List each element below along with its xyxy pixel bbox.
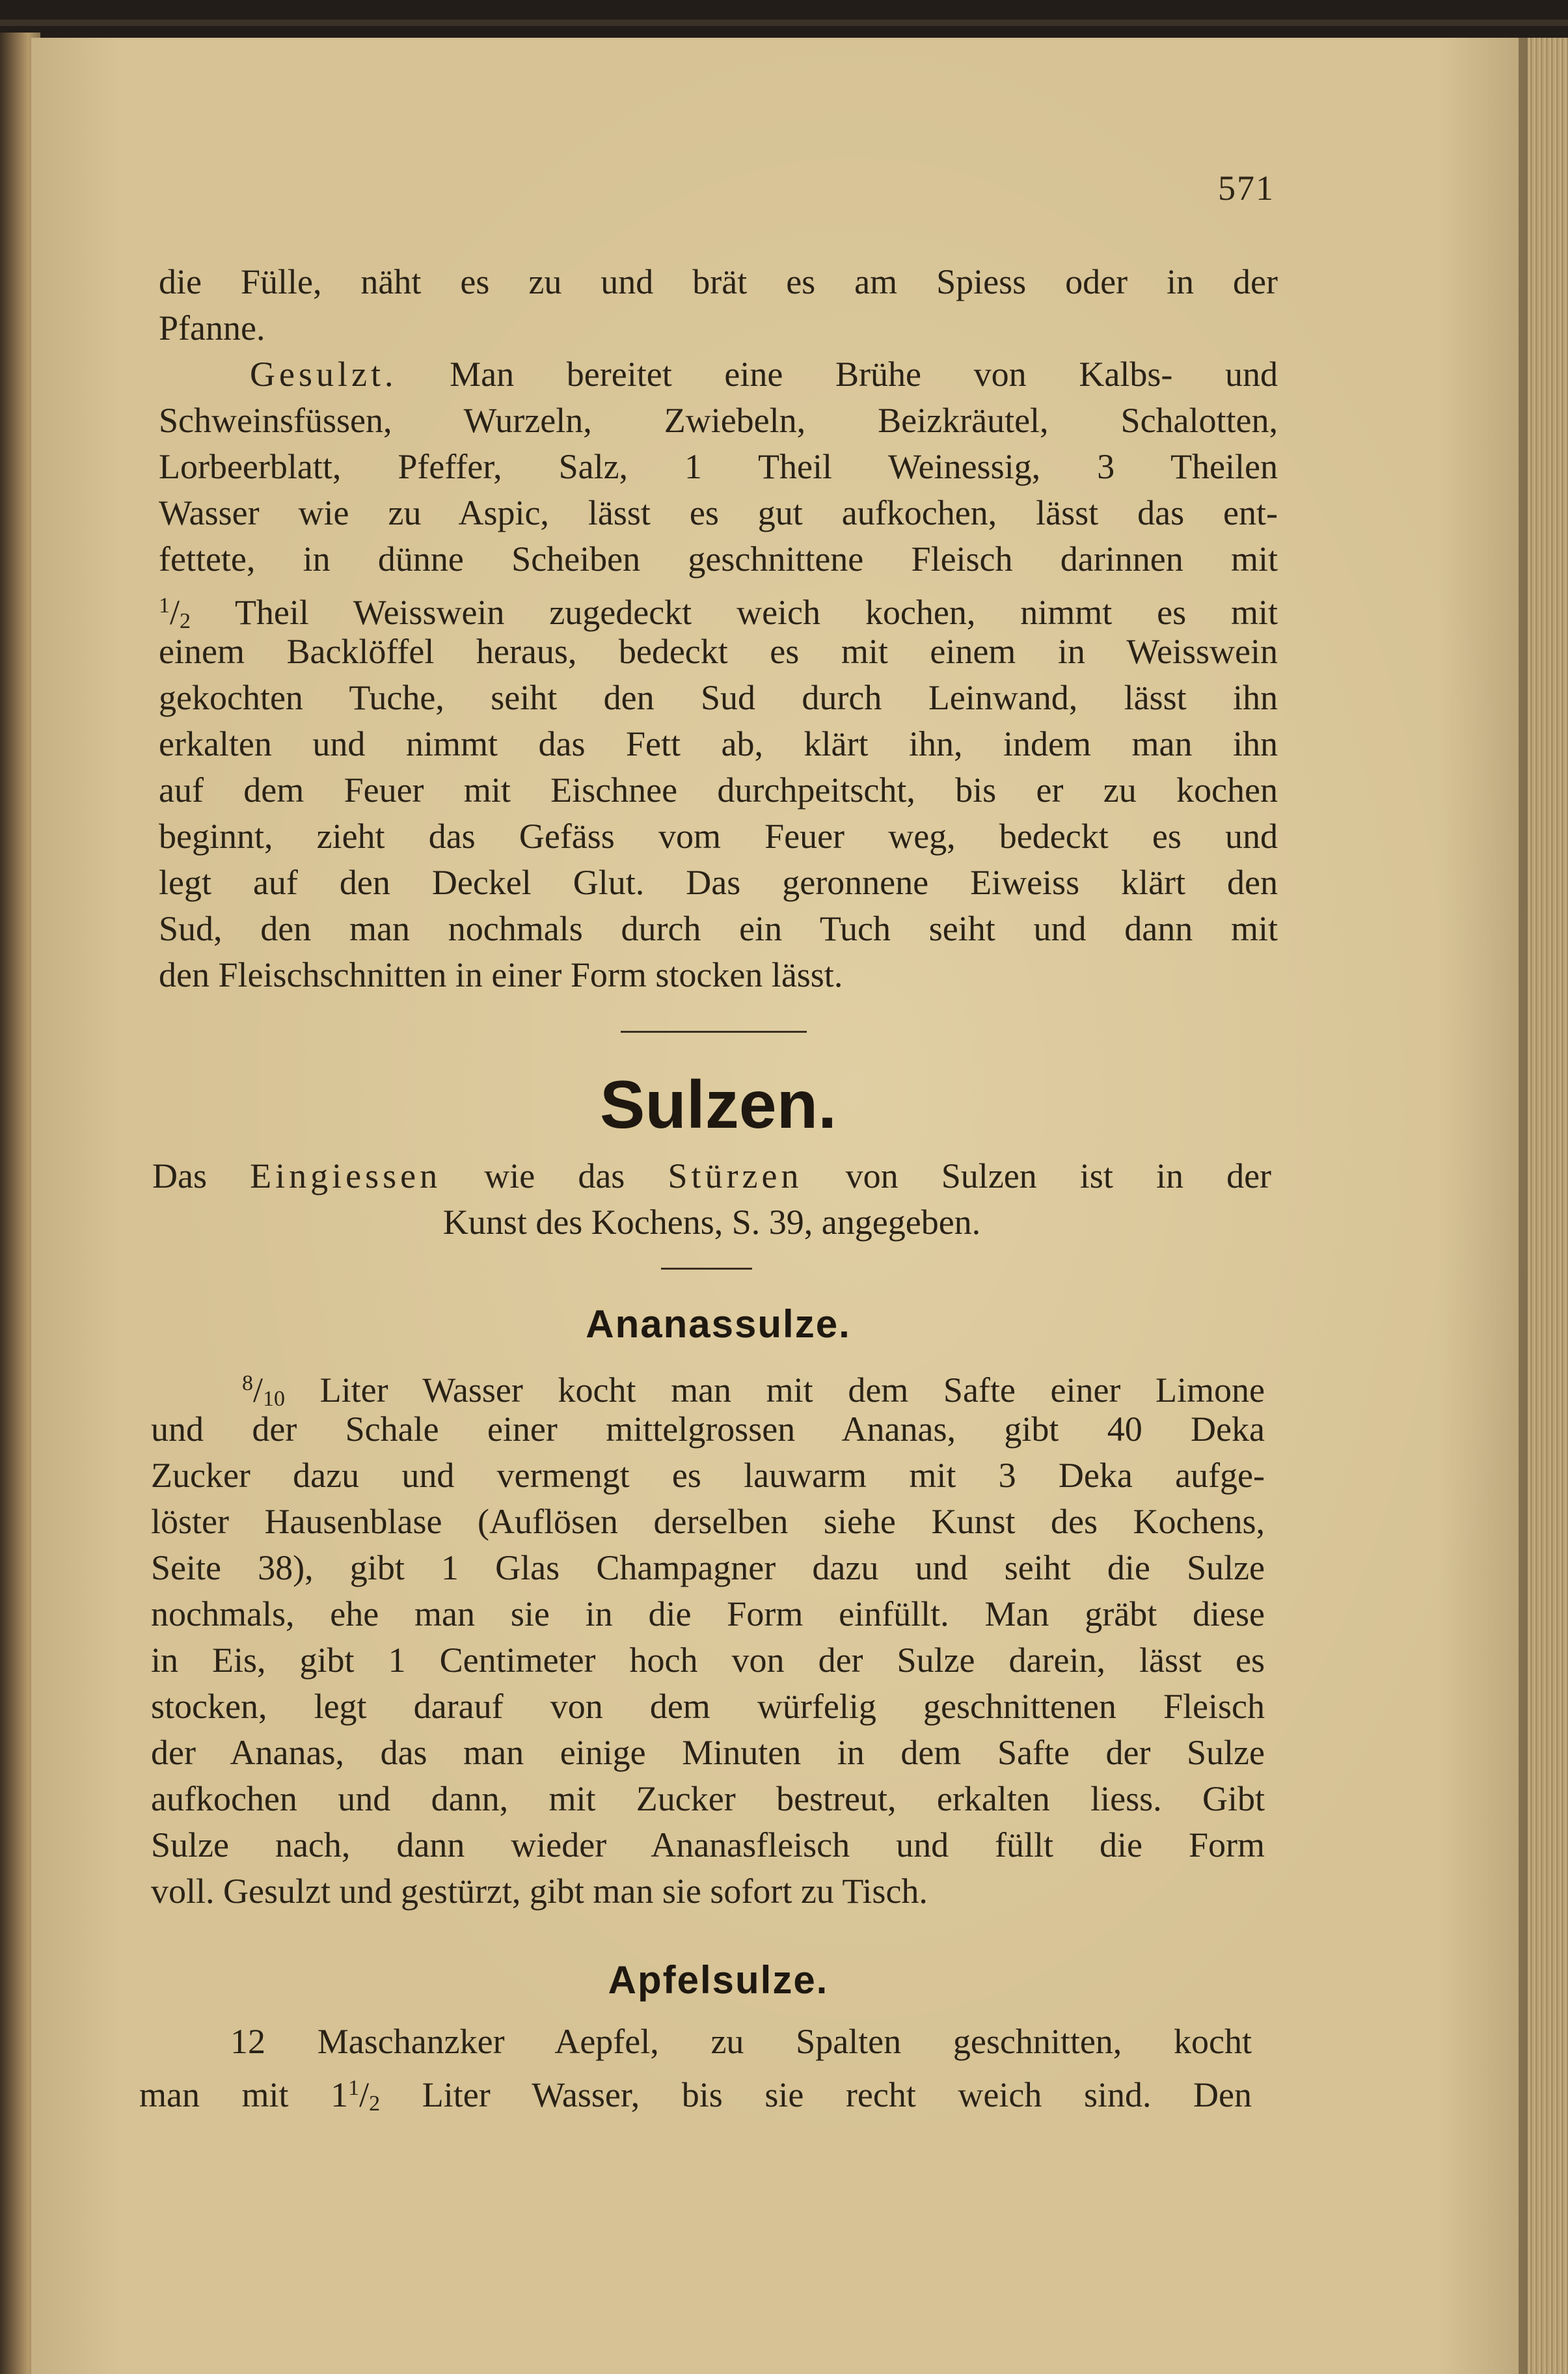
text-line: die Fülle, näht es zu und brät es am Spiess oder in der bbox=[159, 262, 1278, 301]
text-line: Lorbeerblatt, Pfeffer, Salz, 1 Theil Weinessig, 3 Theilen bbox=[159, 447, 1278, 486]
text-line bbox=[159, 351, 1278, 398]
text-line: voll. Gesulzt und gestürzt, gibt man sie sofort zu Tisch. bbox=[151, 1872, 928, 1911]
recipe-title-apfelsulze: Apfelsulze. bbox=[608, 1958, 829, 2002]
text-line: Kunst des Kochens, S. 39, angegeben. bbox=[442, 1203, 981, 1242]
text-line: in Eis, gibt 1 Centimeter hoch von der Sulze darein, lässt es bbox=[151, 1641, 1265, 1680]
text-line: 12 Maschanzker Aepfel, zu Spalten geschnitten, kocht bbox=[230, 2022, 1252, 2061]
page-stack-edge bbox=[1528, 38, 1568, 2374]
page-edge-shadow bbox=[1519, 38, 1528, 2374]
text-line bbox=[151, 1360, 1265, 1411]
text-line: aufkochen und dann, mit Zucker bestreut, erkalten liess. Gibt bbox=[151, 1779, 1265, 1818]
text-line: Das Eingiessen wie das Stürzen von Sulzen ist in der bbox=[152, 1156, 1272, 1195]
text-line: löster Hausenblase (Auflösen derselben siehe Kunst des Kochens, bbox=[151, 1502, 1265, 1541]
recipe-body-apfelsulze bbox=[139, 2019, 1252, 2116]
section-intro bbox=[152, 1153, 1271, 1246]
page-number: 571 bbox=[1218, 169, 1275, 208]
gesulzt-label: Gesulzt. bbox=[250, 355, 398, 394]
text-line: stocken, legt darauf von dem würfelig geschnittenen Fleisch bbox=[151, 1687, 1265, 1726]
text-block-gesulzt bbox=[159, 259, 1278, 998]
text-line: nochmals, ehe man sie in die Form einfüllt. Man gräbt diese bbox=[151, 1594, 1265, 1633]
text-line: Sud, den man nochmals durch ein Tuch seiht und dann mit bbox=[159, 909, 1278, 948]
text-line: einem Backlöffel heraus, bedeckt es mit einem in Weisswein bbox=[159, 632, 1278, 671]
text-line: Sulze nach, dann wieder Ananasfleisch und füllt die Form bbox=[151, 1825, 1265, 1864]
text-line: den Fleischschnitten in einer Form stocken lässt. bbox=[159, 955, 843, 994]
text-line: gekochten Tuche, seiht den Sud durch Leinwand, lässt ihn bbox=[159, 678, 1278, 717]
fraction-half: $^1$/2 bbox=[159, 593, 191, 633]
text-line: man mit $1^1/2$ Liter Wasser, bis sie recht weich sind. Den bbox=[139, 2075, 1252, 2116]
fraction-eight-tenths: $^8$/10 bbox=[242, 1371, 286, 1411]
text-line: Wasser wie zu Aspic, lässt es gut aufkochen, lässt das ent- bbox=[159, 493, 1278, 532]
book-top-edge bbox=[0, 0, 1568, 40]
short-divider bbox=[661, 1268, 752, 1270]
top-edge-stripe bbox=[0, 20, 1568, 26]
fraction-half: $^1$/2 bbox=[348, 2075, 381, 2116]
text-line: und der Schale einer mittelgrossen Ananas, gibt 40 Deka bbox=[151, 1410, 1265, 1449]
text-line: Schweinsfüssen, Wurzeln, Zwiebeln, Beizkräutel, Schalotten, bbox=[159, 401, 1278, 440]
text-line: fettete, in dünne Scheiben geschnittene Fleisch darinnen mit bbox=[159, 539, 1278, 579]
text-fragment: Man bereitet eine Brühe von Kalbs- und bbox=[450, 355, 1278, 394]
text-line: beginnt, zieht das Gefäss vom Feuer weg, bedeckt es und bbox=[159, 817, 1278, 856]
section-title: Sulzen. bbox=[599, 1067, 837, 1143]
text-line: erkalten und nimmt das Fett ab, klärt ihn, indem man ihn bbox=[159, 724, 1278, 763]
recipe-body-ananassulze bbox=[151, 1360, 1265, 1915]
text-line bbox=[159, 582, 1278, 633]
text-line: Seite 38), gibt 1 Glas Champagner dazu und seiht die Sulze bbox=[151, 1548, 1265, 1587]
text-line: auf dem Feuer mit Eischnee durchpeitscht, bis er zu kochen bbox=[159, 771, 1278, 810]
text-fragment: Theil Weisswein zugedeckt weich kochen, nimmt es mit bbox=[234, 593, 1278, 632]
text-line: Pfanne. bbox=[159, 308, 265, 348]
recipe-title-ananassulze: Ananassulze. bbox=[586, 1302, 851, 1346]
text-line: legt auf den Deckel Glut. Das geronnene Eiweiss klärt den bbox=[159, 863, 1278, 902]
text-line: Zucker dazu und vermengt es lauwarm mit 3 Deka aufge- bbox=[151, 1456, 1265, 1495]
text-fragment: Liter Wasser kocht man mit dem Safte einer Limone bbox=[319, 1371, 1265, 1410]
section-divider bbox=[621, 1031, 807, 1033]
text-line: der Ananas, das man einige Minuten in dem Safte der Sulze bbox=[151, 1733, 1265, 1772]
